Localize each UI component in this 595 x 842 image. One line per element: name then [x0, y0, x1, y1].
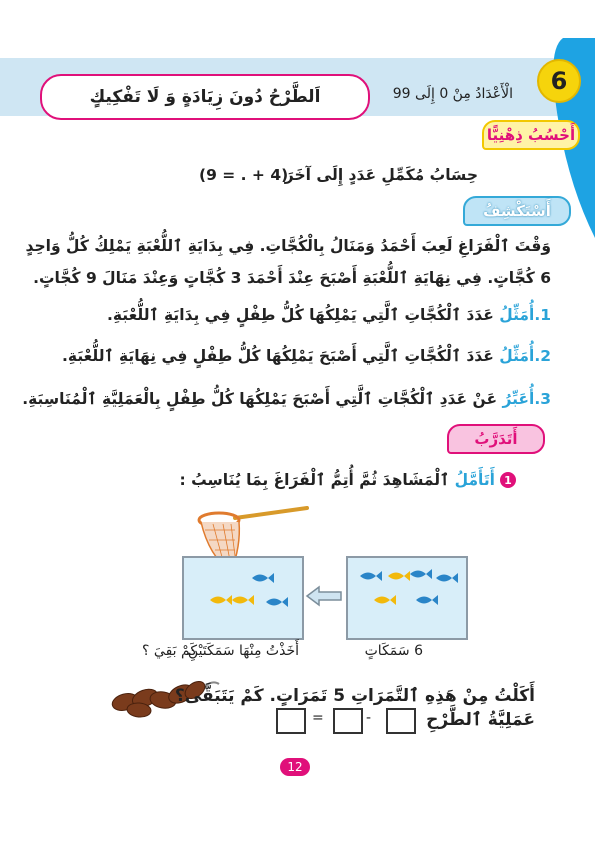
question-number: 1.: [534, 306, 551, 324]
answer-box-minuend[interactable]: [386, 708, 416, 734]
page-number: 12: [280, 758, 310, 776]
equals-sign: =: [312, 710, 324, 726]
exercise-text: ٱلْمَشَاهِدَ ثُمَّ أُتِمُّ ٱلْفَرَاغَ بِمَا يُنَاسِبُ :: [179, 471, 455, 489]
question-verb: أُمَثِّلُ: [499, 347, 535, 365]
mental-text: حِسَابُ مُكَمِّلِ عَدَدٍ إِلَى آخَرَ: [284, 166, 478, 184]
tab-explore: أَسْتَكْشِفُ: [463, 196, 571, 226]
tab-mental-math: أَحْسُبُ ذِهْنِيًّا: [482, 120, 580, 150]
lesson-title: اَلطَّرْحُ دُونَ زِيَادَةٍ وَ لَا تَفْكِيكٍ: [40, 74, 370, 120]
explore-question-1: [107, 305, 551, 325]
explore-question-3: [22, 389, 551, 409]
tab-practice: أَتَدَرَّبُ: [447, 424, 545, 454]
question-number: 3.: [534, 390, 551, 408]
exercise-1-instruction: [180, 470, 495, 490]
lesson-number-badge: 6: [537, 59, 581, 103]
caption-fish-count: 6 سَمَكَاتٍ: [364, 643, 423, 659]
fish-group-after: [182, 556, 304, 640]
explore-line-1: وَقْتَ ٱلْفَرَاغِ لَعِبَ أَحْمَدُ وَمَنَالُ بِالْكُجَّاتِ. فِي بِدَايَةِ ٱللُّعْبَةِ يَمْلِكُ كُلُّ وَاحِدٍ: [25, 237, 551, 255]
mental-equation: (9 = . + 4): [199, 166, 289, 184]
operation-label: عَمَلِيَّةُ ٱلطَّرْحِ: [426, 710, 535, 730]
caption-took-two: أَخَذْتُ مِنْهَا سَمَكَتَيْنِ: [187, 643, 299, 659]
unit-title: الْأَعْدَادُ مِنْ 0 إِلَى 99: [392, 86, 513, 102]
question-text: عَدَدَ ٱلْكُجَّاتِ ٱلَّتِي أَصْبَحَ يَمْلِكُهَا كُلُّ طِفْلٍ فِي نِهَايَةِ ٱللُّعْبَةِ.: [62, 347, 500, 365]
fish-group-before: [346, 556, 468, 640]
explore-line-2: 6 كُجَّاتٍ. فِي نِهَايَةِ ٱللُّعْبَةِ أَصْبَحَ عِنْدَ أَحْمَدَ 3 كُجَّاتٍ وَعِنْدَ مَنَالَ 9 كُجَّاتٍ.: [33, 269, 551, 287]
question-text: عَنْ عَدَدِ ٱلْكُجَّاتِ ٱلَّتِي أَصْبَحَ يَمْلِكُهَا كُلُّ طِفْلٍ بِالْعَمَلِيَّةِ ٱلْمُنَاسِبَةِ.: [22, 390, 503, 408]
answer-box-subtrahend[interactable]: [333, 708, 363, 734]
question-text: عَدَدَ ٱلْكُجَّاتِ ٱلَّتِي يَمْلِكُهَا كُلُّ طِفْلٍ فِي بِدَايَةِ ٱللُّعْبَةِ.: [107, 306, 500, 324]
exercise-verb: أَتَأَمَّلُ: [454, 471, 495, 489]
explore-question-2: [62, 346, 551, 366]
minus-sign: -: [366, 710, 372, 726]
caption-how-many-left: كَمْ بَقِيَ ؟: [142, 643, 197, 659]
arrow-left-icon: [305, 585, 343, 607]
answer-box-result[interactable]: [276, 708, 306, 734]
question-verb: أُعَبِّرُ: [502, 390, 535, 408]
question-number: 2.: [534, 347, 551, 365]
question-verb: أُمَثِّلُ: [499, 306, 535, 324]
dates-question: أَكَلْتُ مِنْ هَذِهِ ٱلتَّمَرَاتِ 5 تَمَرَاتٍ. كَمْ يَتَبَقَّى؟: [174, 686, 535, 706]
exercise-number-badge: 1: [500, 472, 516, 488]
